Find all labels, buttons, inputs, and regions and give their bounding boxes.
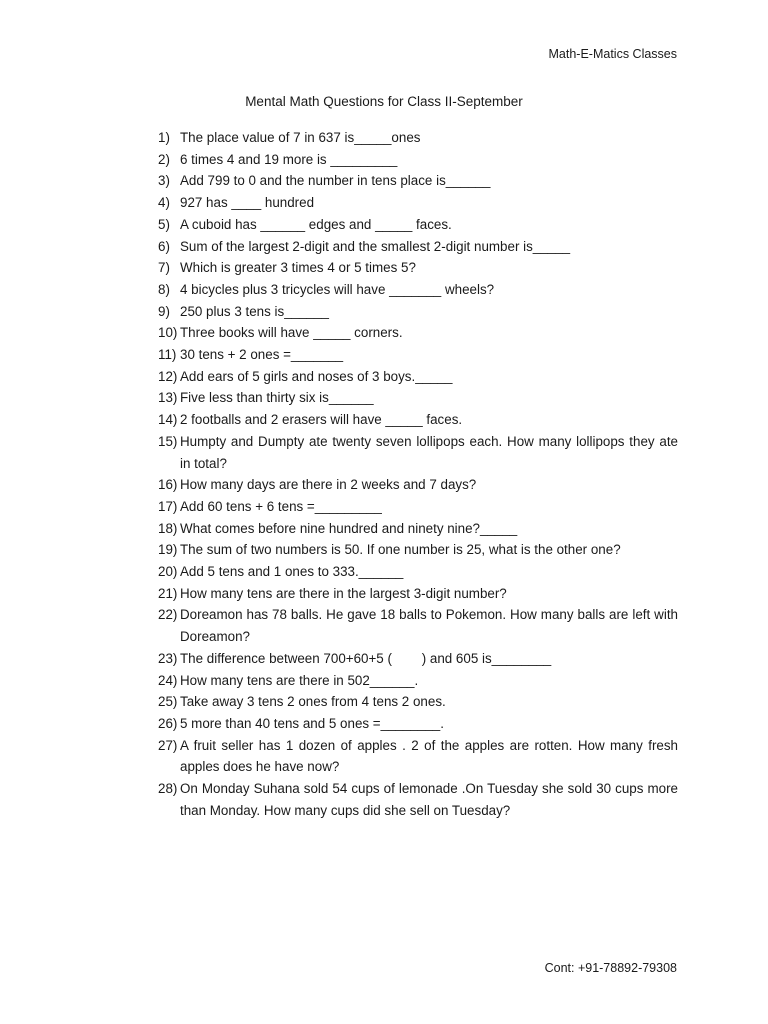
question-item [158, 344, 678, 366]
question-item [158, 670, 678, 692]
question-number: 9) [158, 303, 170, 319]
question-text: How many days are there in 2 weeks and 7 days? [180, 477, 477, 493]
question-text: The difference between 700+60+5 ( ) and 605 is________ [180, 650, 552, 666]
question-item [158, 713, 678, 735]
question-text: 250 plus 3 tens is______ [180, 303, 329, 319]
question-text: Add ears of 5 girls and noses of 3 boys._____ [180, 368, 453, 384]
question-text: The sum of two numbers is 50. If one number is 25, what is the other one? [180, 542, 621, 558]
question-item [158, 301, 678, 323]
question-text: Humpty and Dumpty ate twenty seven lollipops each. How many lollipops they ate in total? [180, 433, 682, 471]
footer-contact: Cont: +91-78892-79308 [544, 961, 677, 975]
question-item [158, 127, 678, 149]
question-item [158, 518, 678, 540]
question-item [158, 257, 678, 279]
question-text: 2 footballs and 2 erasers will have _____ faces. [180, 412, 463, 428]
question-number: 23) [158, 650, 178, 666]
question-text: 5 more than 40 tens and 5 ones =________. [180, 715, 444, 731]
question-number: 25) [158, 694, 178, 710]
question-text: The place value of 7 in 637 is_____ones [180, 130, 421, 145]
question-item [158, 236, 678, 258]
question-number: 13) [158, 390, 178, 406]
question-item [158, 778, 682, 821]
question-number: 20) [158, 564, 178, 580]
question-text: A fruit seller has 1 dozen of apples . 2 of the apples are rotten. How many fresh apples does he have now? [180, 737, 682, 775]
question-number: 12) [158, 368, 178, 384]
question-text: 6 times 4 and 19 more is _________ [180, 151, 398, 167]
question-list [158, 127, 682, 822]
question-number: 22) [158, 607, 178, 623]
question-text: Add 5 tens and 1 ones to 333.______ [180, 564, 404, 580]
question-item [158, 409, 678, 431]
question-text: Three books will have _____ corners. [180, 325, 403, 341]
question-number: 10) [158, 325, 178, 341]
question-number: 18) [158, 520, 178, 536]
question-item [158, 149, 678, 171]
page-title [0, 94, 768, 109]
question-text: Five less than thirty six is______ [180, 390, 374, 406]
question-number: 17) [158, 498, 178, 514]
question-item [158, 170, 678, 192]
question-number: 2) [158, 151, 170, 167]
question-text: 4 bicycles plus 3 tricycles will have _______ wheels? [180, 281, 495, 297]
question-number: 24) [158, 672, 178, 688]
question-text: How many tens are there in the largest 3-digit number? [180, 585, 507, 601]
question-number: 19) [158, 542, 178, 558]
question-number: 4) [158, 195, 170, 211]
question-number: 11) [158, 347, 177, 363]
question-text: What comes before nine hundred and ninety nine?_____ [180, 520, 518, 536]
question-text: Sum of the largest 2-digit and the smallest 2-digit number is_____ [180, 238, 571, 254]
question-item [158, 387, 678, 409]
question-item [158, 214, 678, 236]
question-text: 927 has ____ hundred [180, 195, 315, 211]
question-item [158, 735, 682, 778]
question-number: 27) [158, 737, 178, 753]
question-number: 7) [158, 260, 170, 276]
question-item [158, 539, 678, 561]
question-item [158, 496, 678, 518]
question-number: 5) [158, 216, 170, 232]
question-text: 30 tens + 2 ones =_______ [180, 347, 344, 363]
question-number: 6) [158, 238, 170, 254]
question-number: 21) [158, 585, 178, 601]
question-number: 8) [158, 281, 170, 297]
question-text: Doreamon has 78 balls. He gave 18 balls to Pokemon. How many balls are left with Doreamon? [180, 607, 682, 645]
question-text: Add 60 tens + 6 tens =_________ [180, 498, 382, 514]
question-number: 28) [158, 781, 178, 797]
question-item [158, 604, 682, 647]
question-number: 3) [158, 173, 170, 189]
question-text: Add 799 to 0 and the number in tens place is______ [180, 173, 491, 189]
question-number: 14) [158, 412, 178, 428]
page-title-text: Mental Math Questions for Class II-September [245, 94, 523, 109]
question-item [158, 583, 678, 605]
question-number: 1) [158, 130, 170, 145]
question-item [158, 648, 678, 670]
question-item [158, 431, 682, 474]
question-text: Which is greater 3 times 4 or 5 times 5? [180, 260, 416, 276]
header-organization: Math-E-Matics Classes [548, 47, 677, 61]
question-item [158, 279, 678, 301]
question-item [158, 192, 678, 214]
question-item [158, 474, 678, 496]
question-number: 16) [158, 477, 178, 493]
question-item [158, 366, 678, 388]
question-item [158, 691, 678, 713]
question-number: 26) [158, 715, 178, 731]
question-text: On Monday Suhana sold 54 cups of lemonade .On Tuesday she sold 30 cups more than Monday. How many cups did she sell on Tuesday? [180, 781, 682, 818]
question-text: A cuboid has ______ edges and _____ faces. [180, 216, 452, 232]
question-text: Take away 3 tens 2 ones from 4 tens 2 ones. [180, 694, 446, 710]
question-text: How many tens are there in 502______. [180, 672, 419, 688]
question-number: 15) [158, 433, 178, 449]
question-item [158, 322, 678, 344]
question-item [158, 561, 678, 583]
